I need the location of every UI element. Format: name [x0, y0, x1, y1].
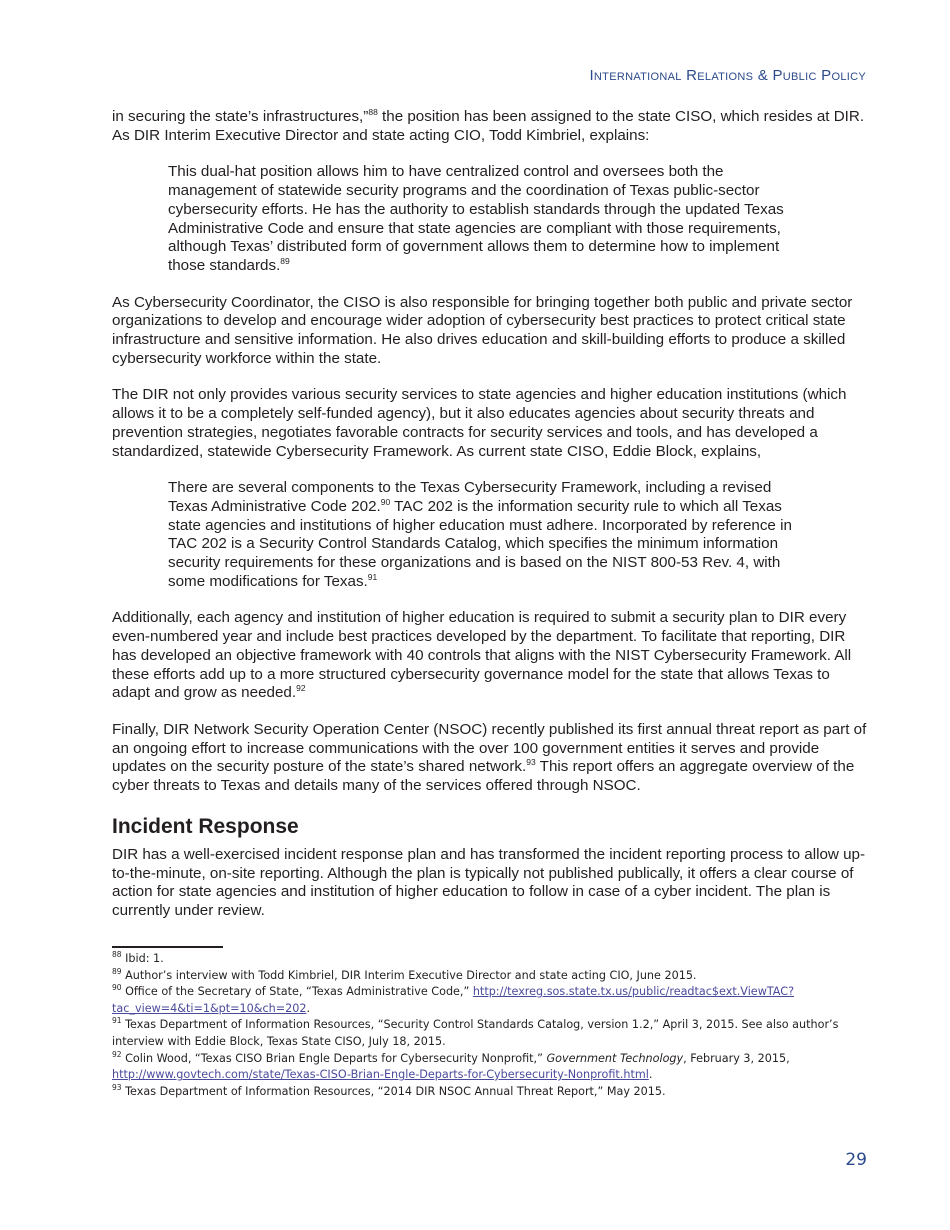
block-quote: There are several components to the Texas Cybersecurity Framework, including a revised Texas Administrative Code 202.90 TAC 202 is the information security rule to which all Texas state agencies and institutions of higher education must adhere. Incorporated by reference in TAC 202 is a Security Control Standards Catalog, which specifies the minimum information security requirements for these organizations and is based on the NIST 800-53 Rev. 4, with some modifications for Texas.$^{91}$: [168, 479, 792, 590]
paragraph: DIR has a well-exercised incident response plan and has transformed the incident reporting process to allow up-to-the-minute, on-site reporting. Although the plan is typically not published publically, it offers a clear course of action for state agencies and institution of higher education to follow in case of a cyber incident. The plan is currently under review.: [112, 845, 866, 919]
footnotes: [112, 951, 872, 1100]
footnote-91: $^{91}$ Texas Department of Information Resources, “Security Control Standards Catalog, version 1.2,” April 3, 2015. See also author’s interview with Eddie Block, Texas State CISO, July 18, 2015.: [112, 1016, 839, 1048]
footnote-ref[interactable]: 90: [380, 496, 391, 507]
page-number: 29: [845, 1150, 867, 1170]
paragraph: As Cybersecurity Coordinator, the CISO is also responsible for bringing together both public and private sector organizations to develop and encourage wider adoption of cybersecurity best practices to protect critical state infrastructure and sensitive information. He also drives education and skill-building efforts to produce a skilled cybersecurity workforce within the state.: [112, 293, 853, 367]
footnote-90: $^{90}$ Office of the Secretary of State, “Texas Administrative Code,” http://texreg.sos.state.tx.us/public/readtac$ext.ViewTAC?tac_view=4&ti=1&pt=10&ch=202.: [112, 983, 795, 1015]
paragraph: Additionally, each agency and institution of higher education is required to submit a security plan to DIR every even-numbered year and include best practices developed by the department. To facilitate that reporting, DIR has developed an objective framework with 40 controls that aligns with the NIST Cybersecurity Framework. All these efforts add up to a more structured cybersecurity governance model for the state that allows Texas to adapt and grow as needed.$^{92}$: [112, 609, 852, 702]
footnote-ref[interactable]: 92: [296, 683, 306, 694]
footnote-92: $^{92}$ Colin Wood, “Texas CISO Brian Engle Departs for Cybersecurity Nonprofit,” Government Technology, February 3, 2015, http://www.govtech.com/state/Texas-CISO-Brian-Engle-Departs-for-Cybersecurity-Nonprofit.html.: [112, 1049, 790, 1082]
paragraph: in securing the state’s infrastructures,”$^{88}$ the position has been assigned to the state CISO, which resides at DIR. As DIR Interim Executive Director and state acting CIO, Todd Kimbriel, explains:: [112, 107, 865, 144]
footnote-ref[interactable]: 93: [526, 757, 536, 768]
footnote-link[interactable]: http://texreg.sos.state.tx.us/public/readtac$ext.ViewTAC?tac_view=4&ti=1&pt=10&ch=202: [112, 985, 795, 1015]
block-quote: This dual-hat position allows him to have centralized control and oversees both the management of statewide security programs and the coordination of Texas public-sector cybersecurity efforts. He has the authority to establish standards through the updated Texas Administrative Code and ensure that state agencies are compliant with those requirements, although Texas’ distributed form of government allows them to determine how to implement those standards.$^{89}$: [168, 163, 784, 274]
footnote-89: $^{89}$ Author’s interview with Todd Kimbriel, DIR Interim Executive Director and state acting CIO, June 2015.: [112, 966, 697, 982]
footnote-93: $^{93}$ Texas Department of Information Resources, “2014 DIR NSOC Annual Threat Report,” May 2015.: [112, 1082, 666, 1098]
paragraph: Finally, DIR Network Security Operation Center (NSOC) recently published its first annual threat report as part of an ongoing effort to increase communications with the over 100 government entities it serves and provide updates on the security posture of the state’s shared network.$^{93}$ This report offers an aggregate overview of the cyber threats to Texas and details many of the services offered through NSOC.: [112, 720, 867, 795]
footnote-ref[interactable]: 91: [367, 571, 378, 582]
running-header: International Relations & Public Policy: [589, 67, 866, 84]
footnote-link[interactable]: http://www.govtech.com/state/Texas-CISO-Brian-Engle-Departs-for-Cybersecurity-Nonprofit.html: [112, 1068, 649, 1082]
section-heading: Incident Response: [112, 814, 299, 838]
main-content: [112, 108, 868, 939]
footnote-88: $^{88}$ Ibid: 1.: [112, 950, 164, 965]
paragraph: The DIR not only provides various security services to state agencies and higher education institutions (which allows it to be a completely self-funded agency), but it also educates agencies about security threats and prevention strategies, negotiates favorable contracts for security services and tools, and has developed a standardized, statewide Cybersecurity Framework. As current state CISO, Eddie Block, explains,: [112, 386, 847, 460]
footnote-divider: [112, 946, 223, 948]
footnote-ref[interactable]: 89: [280, 255, 290, 266]
footnote-ref[interactable]: 88: [368, 107, 378, 117]
